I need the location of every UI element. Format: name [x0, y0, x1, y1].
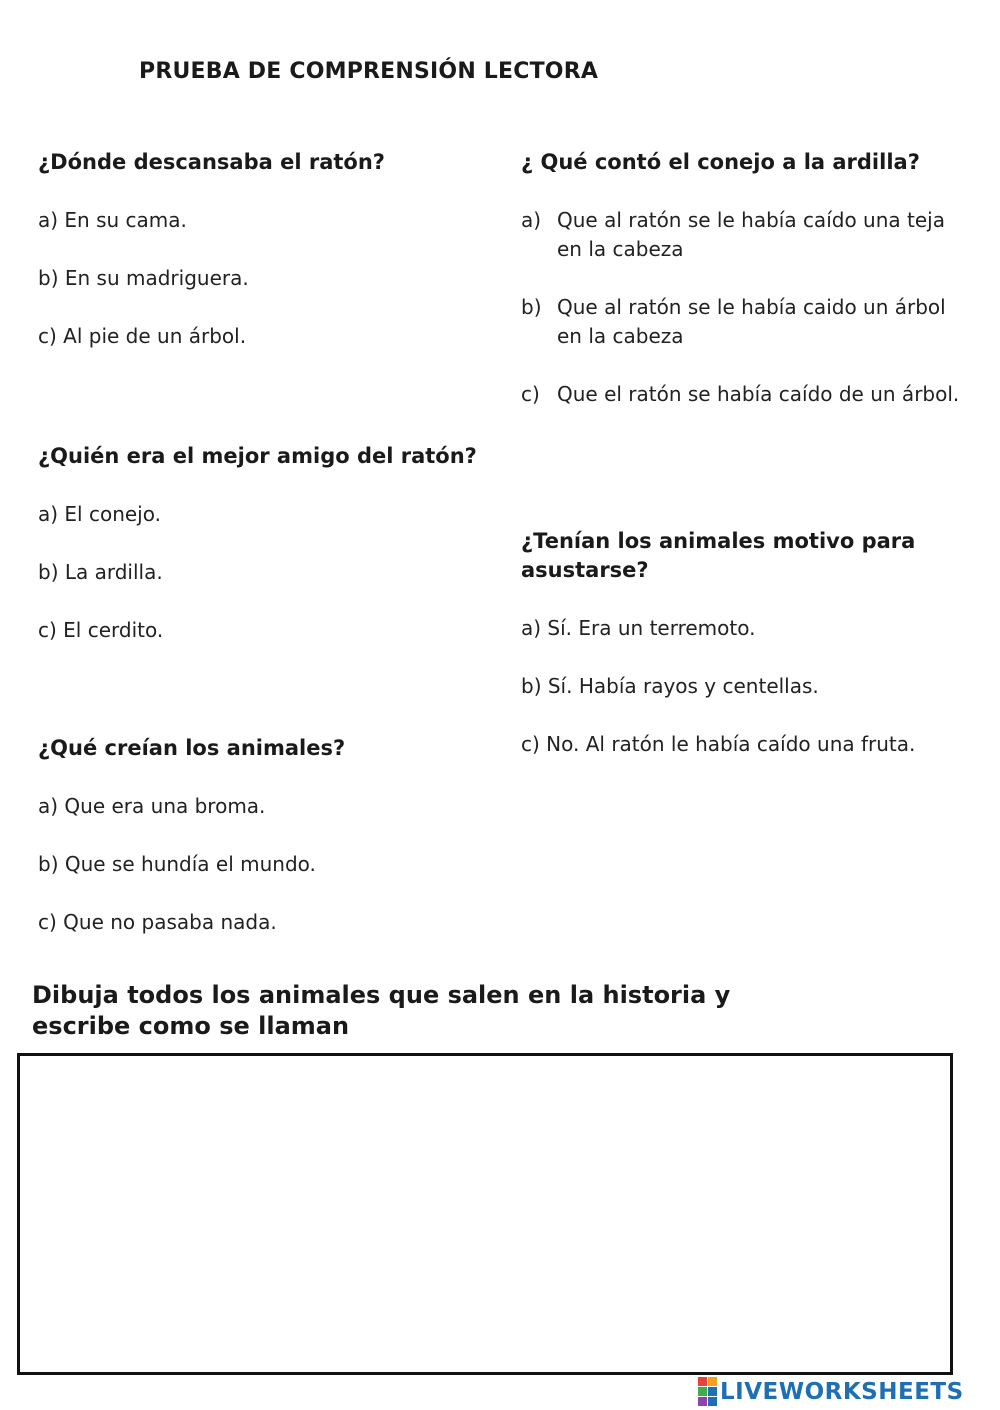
logo-tile: [698, 1377, 707, 1386]
liveworksheets-logo-icon: [698, 1377, 717, 1406]
option-5c: c) No. Al ratón le había caído una fruta.: [521, 732, 916, 756]
drawing-area[interactable]: [17, 1053, 953, 1375]
question-block-3: [38, 734, 508, 937]
option-4b-label: b): [521, 295, 542, 319]
option-2c: c) El cerdito.: [38, 618, 164, 642]
question-block-5: [521, 527, 973, 759]
question-1: ¿Dónde descansaba el ratón?: [38, 150, 385, 174]
option-4b: [521, 293, 973, 351]
option-5a: a) Sí. Era un terremoto.: [521, 616, 756, 640]
page-title: PRUEBA DE COMPRENSIÓN LECTORA: [139, 59, 599, 84]
question-block-4: [521, 148, 973, 409]
option-1b: b) En su madriguera.: [38, 266, 249, 290]
logo-tile: [698, 1387, 707, 1396]
logo-tile: [698, 1397, 707, 1406]
option-4b-text: Que al ratón se le había caido un árbol en la cabeza: [557, 295, 946, 348]
drawing-instruction: Dibuja todos los animales que salen en la historia y escribe como se llaman: [32, 981, 731, 1040]
option-4a-label: a): [521, 208, 542, 232]
question-block-1: [38, 148, 508, 351]
option-3b: b) Que se hundía el mundo.: [38, 852, 316, 876]
question-5: ¿Tenían los animales motivo para asustarse?: [521, 529, 916, 582]
option-4a: [521, 206, 973, 264]
question-4: ¿ Qué contó el conejo a la ardilla?: [521, 150, 920, 174]
liveworksheets-logo-text: LIVEWORKSHEETS: [720, 1378, 964, 1405]
option-2b: b) La ardilla.: [38, 560, 163, 584]
question-2: ¿Quién era el mejor amigo del ratón?: [38, 444, 477, 468]
option-3a: a) Que era una broma.: [38, 794, 266, 818]
option-4c-text: Que el ratón se había caído de un árbol.: [557, 382, 960, 406]
option-3c: c) Que no pasaba nada.: [38, 910, 277, 934]
option-1c: c) Al pie de un árbol.: [38, 324, 247, 348]
option-2a: a) El conejo.: [38, 502, 161, 526]
logo-tile: [708, 1397, 717, 1406]
option-1a: a) En su cama.: [38, 208, 187, 232]
question-block-2: [38, 442, 538, 645]
option-4c: [521, 380, 973, 409]
option-5b: b) Sí. Había rayos y centellas.: [521, 674, 819, 698]
logo-tile: [708, 1377, 717, 1386]
logo-tile: [708, 1387, 717, 1396]
option-4a-text: Que al ratón se le había caído una teja en la cabeza: [557, 208, 945, 261]
liveworksheets-logo: [698, 1377, 964, 1406]
option-4c-label: c): [521, 382, 540, 406]
question-3: ¿Qué creían los animales?: [38, 736, 346, 760]
